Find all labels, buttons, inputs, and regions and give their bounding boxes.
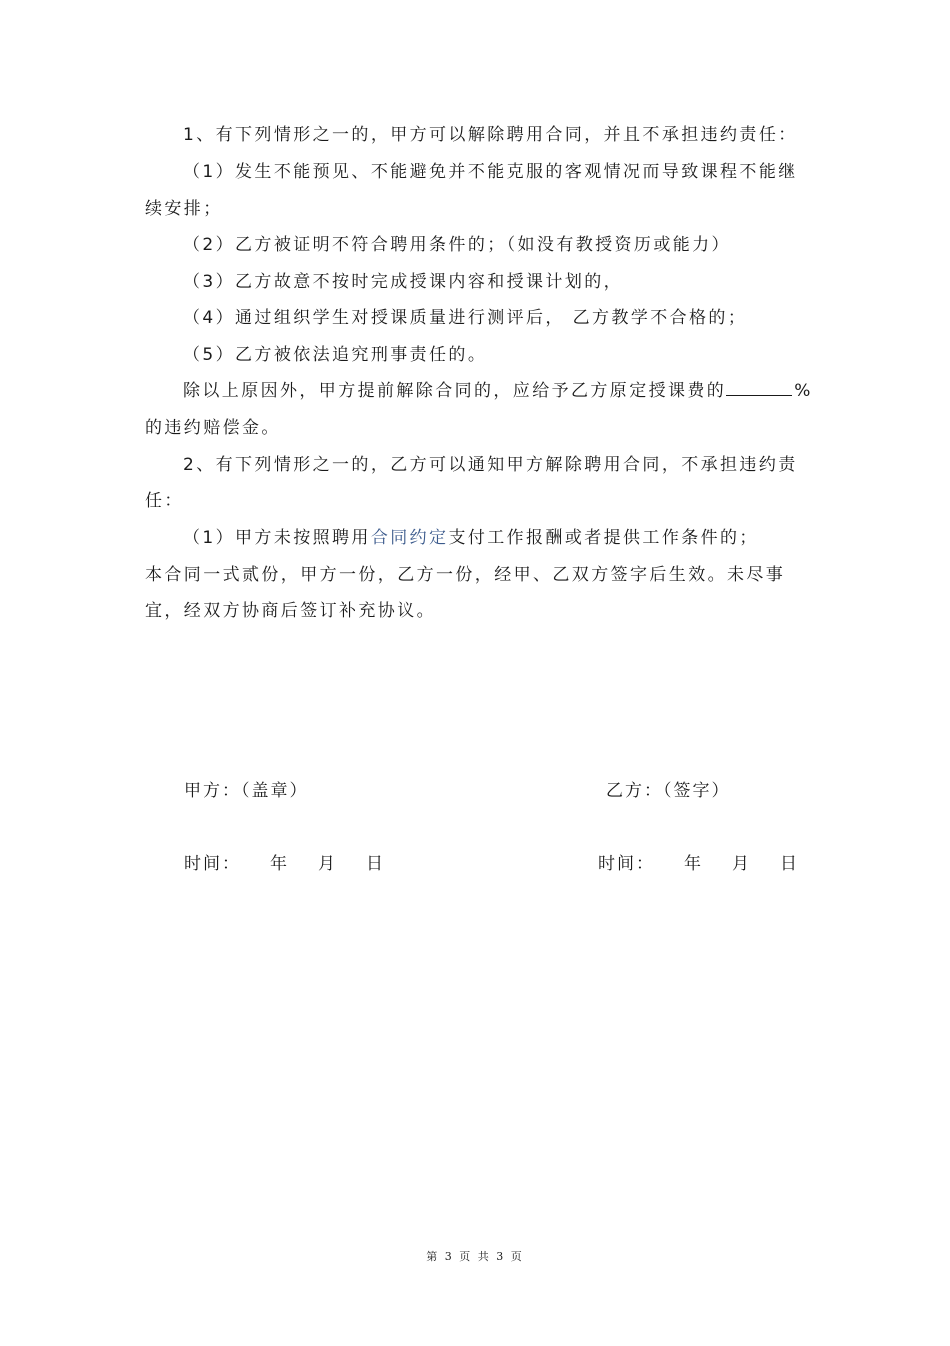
- time-label: 时间：: [598, 854, 655, 874]
- clause-1-item-2: （2）乙方被证明不符合聘用条件的；（如没有教授资历或能力）: [183, 235, 731, 255]
- penalty-blank: [726, 379, 792, 396]
- contract-agreement-link[interactable]: 合同约定: [370, 528, 449, 548]
- party-b-date: [598, 852, 799, 876]
- page-footer: 第 3 页 共 3 页: [426, 1250, 524, 1263]
- party-a-date: [184, 852, 385, 876]
- penalty-paragraph: [183, 379, 813, 403]
- penalty-paragraph-continued: 的违约赔偿金。: [145, 418, 281, 438]
- time-label: 时间：: [184, 854, 241, 874]
- penalty-text: 除以上原因外，甲方提前解除合同的，应给予乙方原定授课费的: [183, 381, 727, 401]
- clause-1-item-3: （3）乙方故意不按时完成授课内容和授课计划的，: [183, 272, 624, 292]
- party-b-sign-label: 乙方：（签字）: [606, 781, 731, 801]
- penalty-percent: %: [794, 381, 813, 401]
- clause-1-item-1: （1）发生不能预见、不能避免并不能克服的客观情况而导致课程不能继: [183, 162, 798, 182]
- day-label: 日: [366, 854, 385, 874]
- clause-1-item-4: （4）通过组织学生对授课质量进行测评后， 乙方教学不合格的；: [183, 308, 748, 328]
- clause-2-item-1-text: （1）甲方未按照聘用: [183, 528, 371, 548]
- clause-1-intro: 1、有下列情形之一的，甲方可以解除聘用合同，并且不承担违约责任：: [183, 125, 798, 145]
- month-label: 月: [732, 854, 751, 874]
- year-label: 年: [684, 854, 703, 874]
- closing-paragraph-continued: 宜，经双方协商后签订补充协议。: [145, 601, 436, 621]
- clause-2-item-1-text-end: 支付工作报酬或者提供工作条件的；: [448, 528, 759, 548]
- month-label: 月: [318, 854, 337, 874]
- day-label: 日: [780, 854, 799, 874]
- closing-paragraph: 本合同一式贰份，甲方一份，乙方一份，经甲、乙双方签字后生效。未尽事: [145, 565, 786, 585]
- clause-2-item-1: [183, 526, 759, 550]
- party-a-seal-label: 甲方：（盖章）: [184, 781, 309, 801]
- clause-2-intro: 2、有下列情形之一的，乙方可以通知甲方解除聘用合同，不承担违约责: [183, 455, 798, 475]
- clause-1-item-1-continued: 续安排；: [145, 199, 223, 219]
- year-label: 年: [270, 854, 289, 874]
- clause-1-item-5: （5）乙方被依法追究刑事责任的。: [183, 345, 488, 365]
- clause-2-intro-continued: 任：: [145, 491, 184, 511]
